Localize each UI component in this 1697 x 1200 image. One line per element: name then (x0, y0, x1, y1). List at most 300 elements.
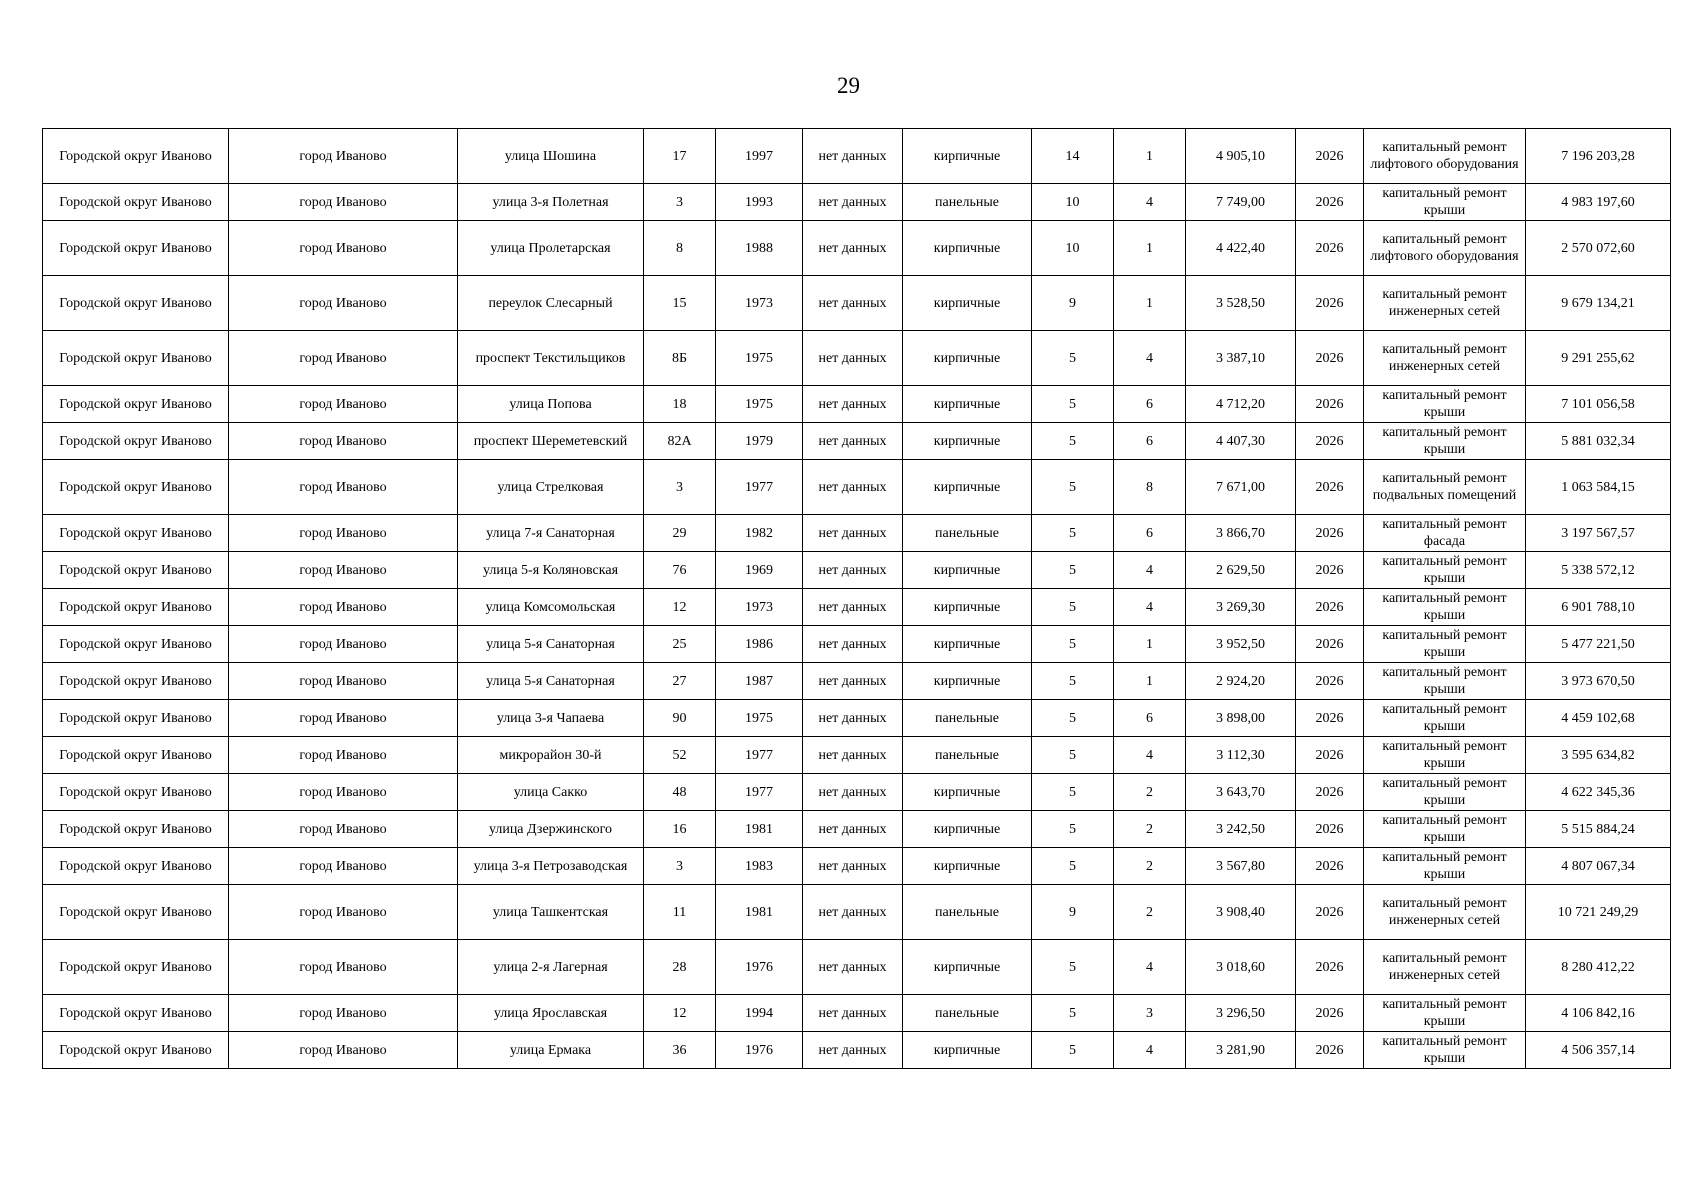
floors-cell: 10 (1032, 221, 1114, 276)
table-row (43, 811, 1671, 848)
entrances-cell: 2 (1114, 848, 1186, 885)
year-cell: 1997 (716, 129, 803, 184)
table-row (43, 589, 1671, 626)
table-row (43, 460, 1671, 515)
plan-year-cell: 2026 (1296, 589, 1364, 626)
extra-cell: нет данных (803, 460, 903, 515)
street-cell: улица Сакко (458, 774, 644, 811)
cost-cell: 2 570 072,60 (1526, 221, 1671, 276)
street-cell: улица Ермака (458, 1032, 644, 1069)
plan-year-cell: 2026 (1296, 552, 1364, 589)
wall-material-cell: кирпичные (903, 386, 1032, 423)
year-cell: 1976 (716, 940, 803, 995)
entrances-cell: 3 (1114, 995, 1186, 1032)
plan-year-cell: 2026 (1296, 940, 1364, 995)
year-cell: 1973 (716, 589, 803, 626)
area-cell: 4 407,30 (1186, 423, 1296, 460)
work-type-cell: капитальный ремонт крыши (1364, 552, 1526, 589)
work-type-cell: капитальный ремонт крыши (1364, 1032, 1526, 1069)
wall-material-cell: панельные (903, 700, 1032, 737)
plan-year-cell: 2026 (1296, 460, 1364, 515)
plan-year-cell: 2026 (1296, 276, 1364, 331)
wall-material-cell: кирпичные (903, 1032, 1032, 1069)
plan-year-cell: 2026 (1296, 423, 1364, 460)
cost-cell: 6 901 788,10 (1526, 589, 1671, 626)
wall-material-cell: кирпичные (903, 331, 1032, 386)
plan-year-cell: 2026 (1296, 331, 1364, 386)
table-row (43, 331, 1671, 386)
cost-cell: 7 101 056,58 (1526, 386, 1671, 423)
plan-year-cell: 2026 (1296, 515, 1364, 552)
street-cell: улица 3-я Чапаева (458, 700, 644, 737)
extra-cell: нет данных (803, 663, 903, 700)
extra-cell: нет данных (803, 331, 903, 386)
year-cell: 1993 (716, 184, 803, 221)
wall-material-cell: панельные (903, 515, 1032, 552)
city-cell: город Иваново (229, 589, 458, 626)
wall-material-cell: панельные (903, 885, 1032, 940)
work-type-cell: капитальный ремонт крыши (1364, 589, 1526, 626)
house-cell: 27 (644, 663, 716, 700)
street-cell: улица 3-я Полетная (458, 184, 644, 221)
entrances-cell: 4 (1114, 589, 1186, 626)
wall-material-cell: кирпичные (903, 626, 1032, 663)
extra-cell: нет данных (803, 386, 903, 423)
cost-cell: 4 106 842,16 (1526, 995, 1671, 1032)
cost-cell: 3 973 670,50 (1526, 663, 1671, 700)
cost-cell: 3 595 634,82 (1526, 737, 1671, 774)
floors-cell: 5 (1032, 811, 1114, 848)
floors-cell: 14 (1032, 129, 1114, 184)
city-cell: город Иваново (229, 423, 458, 460)
city-cell: город Иваново (229, 276, 458, 331)
city-cell: город Иваново (229, 737, 458, 774)
table-row (43, 940, 1671, 995)
cost-cell: 7 196 203,28 (1526, 129, 1671, 184)
floors-cell: 5 (1032, 626, 1114, 663)
entrances-cell: 1 (1114, 663, 1186, 700)
area-cell: 7 749,00 (1186, 184, 1296, 221)
entrances-cell: 6 (1114, 515, 1186, 552)
plan-year-cell: 2026 (1296, 700, 1364, 737)
street-cell: улица Шошина (458, 129, 644, 184)
area-cell: 2 629,50 (1186, 552, 1296, 589)
house-cell: 12 (644, 995, 716, 1032)
district-cell: Городской округ Иваново (43, 276, 229, 331)
wall-material-cell: кирпичные (903, 848, 1032, 885)
work-type-cell: капитальный ремонт крыши (1364, 700, 1526, 737)
street-cell: улица 3-я Петрозаводская (458, 848, 644, 885)
house-cell: 25 (644, 626, 716, 663)
plan-year-cell: 2026 (1296, 663, 1364, 700)
floors-cell: 5 (1032, 589, 1114, 626)
table-row (43, 737, 1671, 774)
floors-cell: 5 (1032, 737, 1114, 774)
district-cell: Городской округ Иваново (43, 848, 229, 885)
entrances-cell: 4 (1114, 737, 1186, 774)
street-cell: улица 2-я Лагерная (458, 940, 644, 995)
plan-year-cell: 2026 (1296, 737, 1364, 774)
district-cell: Городской округ Иваново (43, 700, 229, 737)
entrances-cell: 4 (1114, 1032, 1186, 1069)
work-type-cell: капитальный ремонт крыши (1364, 626, 1526, 663)
cost-cell: 4 983 197,60 (1526, 184, 1671, 221)
wall-material-cell: кирпичные (903, 129, 1032, 184)
floors-cell: 5 (1032, 515, 1114, 552)
extra-cell: нет данных (803, 423, 903, 460)
district-cell: Городской округ Иваново (43, 885, 229, 940)
table-row (43, 515, 1671, 552)
work-type-cell: капитальный ремонт инженерных сетей (1364, 331, 1526, 386)
city-cell: город Иваново (229, 995, 458, 1032)
district-cell: Городской округ Иваново (43, 129, 229, 184)
entrances-cell: 4 (1114, 552, 1186, 589)
cost-cell: 4 622 345,36 (1526, 774, 1671, 811)
floors-cell: 5 (1032, 331, 1114, 386)
house-cell: 3 (644, 848, 716, 885)
wall-material-cell: кирпичные (903, 811, 1032, 848)
year-cell: 1982 (716, 515, 803, 552)
year-cell: 1994 (716, 995, 803, 1032)
work-type-cell: капитальный ремонт крыши (1364, 848, 1526, 885)
extra-cell: нет данных (803, 995, 903, 1032)
floors-cell: 5 (1032, 552, 1114, 589)
street-cell: улица 5-я Коляновская (458, 552, 644, 589)
cost-cell: 3 197 567,57 (1526, 515, 1671, 552)
floors-cell: 5 (1032, 848, 1114, 885)
house-cell: 76 (644, 552, 716, 589)
area-cell: 3 269,30 (1186, 589, 1296, 626)
year-cell: 1977 (716, 460, 803, 515)
district-cell: Городской округ Иваново (43, 940, 229, 995)
district-cell: Городской округ Иваново (43, 1032, 229, 1069)
house-cell: 15 (644, 276, 716, 331)
house-cell: 8 (644, 221, 716, 276)
city-cell: город Иваново (229, 811, 458, 848)
work-type-cell: капитальный ремонт крыши (1364, 995, 1526, 1032)
house-cell: 90 (644, 700, 716, 737)
cost-cell: 9 291 255,62 (1526, 331, 1671, 386)
district-cell: Городской округ Иваново (43, 995, 229, 1032)
extra-cell: нет данных (803, 940, 903, 995)
table-row (43, 885, 1671, 940)
cost-cell: 4 506 357,14 (1526, 1032, 1671, 1069)
entrances-cell: 4 (1114, 940, 1186, 995)
year-cell: 1988 (716, 221, 803, 276)
year-cell: 1981 (716, 885, 803, 940)
year-cell: 1973 (716, 276, 803, 331)
year-cell: 1983 (716, 848, 803, 885)
entrances-cell: 1 (1114, 276, 1186, 331)
housing-repair-table (42, 128, 1671, 1069)
plan-year-cell: 2026 (1296, 774, 1364, 811)
wall-material-cell: кирпичные (903, 221, 1032, 276)
floors-cell: 5 (1032, 700, 1114, 737)
floors-cell: 5 (1032, 460, 1114, 515)
city-cell: город Иваново (229, 129, 458, 184)
extra-cell: нет данных (803, 129, 903, 184)
floors-cell: 5 (1032, 940, 1114, 995)
table-row (43, 276, 1671, 331)
year-cell: 1981 (716, 811, 803, 848)
district-cell: Городской округ Иваново (43, 589, 229, 626)
house-cell: 16 (644, 811, 716, 848)
table-row (43, 184, 1671, 221)
year-cell: 1976 (716, 1032, 803, 1069)
table-row (43, 423, 1671, 460)
area-cell: 3 567,80 (1186, 848, 1296, 885)
year-cell: 1977 (716, 774, 803, 811)
city-cell: город Иваново (229, 460, 458, 515)
extra-cell: нет данных (803, 1032, 903, 1069)
city-cell: город Иваново (229, 221, 458, 276)
district-cell: Городской округ Иваново (43, 774, 229, 811)
wall-material-cell: кирпичные (903, 460, 1032, 515)
entrances-cell: 2 (1114, 774, 1186, 811)
entrances-cell: 4 (1114, 331, 1186, 386)
table-row (43, 129, 1671, 184)
table-row (43, 626, 1671, 663)
table-row (43, 552, 1671, 589)
city-cell: город Иваново (229, 1032, 458, 1069)
work-type-cell: капитальный ремонт крыши (1364, 386, 1526, 423)
extra-cell: нет данных (803, 811, 903, 848)
area-cell: 3 112,30 (1186, 737, 1296, 774)
area-cell: 3 387,10 (1186, 331, 1296, 386)
city-cell: город Иваново (229, 848, 458, 885)
floors-cell: 9 (1032, 885, 1114, 940)
entrances-cell: 1 (1114, 129, 1186, 184)
work-type-cell: капитальный ремонт крыши (1364, 811, 1526, 848)
area-cell: 3 908,40 (1186, 885, 1296, 940)
plan-year-cell: 2026 (1296, 129, 1364, 184)
house-cell: 18 (644, 386, 716, 423)
year-cell: 1975 (716, 331, 803, 386)
cost-cell: 5 515 884,24 (1526, 811, 1671, 848)
cost-cell: 5 338 572,12 (1526, 552, 1671, 589)
extra-cell: нет данных (803, 276, 903, 331)
plan-year-cell: 2026 (1296, 848, 1364, 885)
city-cell: город Иваново (229, 626, 458, 663)
wall-material-cell: панельные (903, 737, 1032, 774)
street-cell: проспект Текстильщиков (458, 331, 644, 386)
year-cell: 1977 (716, 737, 803, 774)
table-row (43, 221, 1671, 276)
district-cell: Городской округ Иваново (43, 331, 229, 386)
table-row (43, 386, 1671, 423)
district-cell: Городской округ Иваново (43, 737, 229, 774)
page-number: 29 (837, 73, 860, 98)
wall-material-cell: кирпичные (903, 552, 1032, 589)
work-type-cell: капитальный ремонт инженерных сетей (1364, 276, 1526, 331)
entrances-cell: 4 (1114, 184, 1186, 221)
district-cell: Городской округ Иваново (43, 811, 229, 848)
floors-cell: 5 (1032, 995, 1114, 1032)
street-cell: улица Дзержинского (458, 811, 644, 848)
floors-cell: 10 (1032, 184, 1114, 221)
street-cell: улица Стрелковая (458, 460, 644, 515)
house-cell: 3 (644, 460, 716, 515)
house-cell: 52 (644, 737, 716, 774)
work-type-cell: капитальный ремонт инженерных сетей (1364, 940, 1526, 995)
district-cell: Городской округ Иваново (43, 626, 229, 663)
street-cell: улица Попова (458, 386, 644, 423)
year-cell: 1987 (716, 663, 803, 700)
city-cell: город Иваново (229, 663, 458, 700)
plan-year-cell: 2026 (1296, 995, 1364, 1032)
plan-year-cell: 2026 (1296, 1032, 1364, 1069)
area-cell: 4 422,40 (1186, 221, 1296, 276)
street-cell: улица 5-я Санаторная (458, 626, 644, 663)
district-cell: Городской округ Иваново (43, 423, 229, 460)
city-cell: город Иваново (229, 940, 458, 995)
house-cell: 28 (644, 940, 716, 995)
extra-cell: нет данных (803, 700, 903, 737)
area-cell: 3 898,00 (1186, 700, 1296, 737)
wall-material-cell: кирпичные (903, 276, 1032, 331)
extra-cell: нет данных (803, 774, 903, 811)
area-cell: 3 528,50 (1186, 276, 1296, 331)
house-cell: 36 (644, 1032, 716, 1069)
area-cell: 3 866,70 (1186, 515, 1296, 552)
street-cell: улица 7-я Санаторная (458, 515, 644, 552)
entrances-cell: 2 (1114, 811, 1186, 848)
wall-material-cell: панельные (903, 995, 1032, 1032)
house-cell: 11 (644, 885, 716, 940)
plan-year-cell: 2026 (1296, 221, 1364, 276)
cost-cell: 5 881 032,34 (1526, 423, 1671, 460)
house-cell: 48 (644, 774, 716, 811)
entrances-cell: 1 (1114, 221, 1186, 276)
area-cell: 4 905,10 (1186, 129, 1296, 184)
area-cell: 3 952,50 (1186, 626, 1296, 663)
extra-cell: нет данных (803, 515, 903, 552)
city-cell: город Иваново (229, 515, 458, 552)
city-cell: город Иваново (229, 700, 458, 737)
district-cell: Городской округ Иваново (43, 663, 229, 700)
wall-material-cell: панельные (903, 184, 1032, 221)
entrances-cell: 1 (1114, 626, 1186, 663)
work-type-cell: капитальный ремонт крыши (1364, 774, 1526, 811)
floors-cell: 5 (1032, 663, 1114, 700)
entrances-cell: 8 (1114, 460, 1186, 515)
city-cell: город Иваново (229, 184, 458, 221)
year-cell: 1979 (716, 423, 803, 460)
city-cell: город Иваново (229, 774, 458, 811)
floors-cell: 9 (1032, 276, 1114, 331)
city-cell: город Иваново (229, 885, 458, 940)
wall-material-cell: кирпичные (903, 940, 1032, 995)
table-row (43, 1032, 1671, 1069)
house-cell: 17 (644, 129, 716, 184)
table-row (43, 663, 1671, 700)
house-cell: 82А (644, 423, 716, 460)
work-type-cell: капитальный ремонт лифтового оборудования (1364, 221, 1526, 276)
cost-cell: 1 063 584,15 (1526, 460, 1671, 515)
street-cell: проспект Шереметевский (458, 423, 644, 460)
street-cell: улица Ярославская (458, 995, 644, 1032)
area-cell: 7 671,00 (1186, 460, 1296, 515)
district-cell: Городской округ Иваново (43, 221, 229, 276)
plan-year-cell: 2026 (1296, 184, 1364, 221)
work-type-cell: капитальный ремонт инженерных сетей (1364, 885, 1526, 940)
year-cell: 1969 (716, 552, 803, 589)
extra-cell: нет данных (803, 848, 903, 885)
wall-material-cell: кирпичные (903, 589, 1032, 626)
cost-cell: 8 280 412,22 (1526, 940, 1671, 995)
cost-cell: 9 679 134,21 (1526, 276, 1671, 331)
city-cell: город Иваново (229, 552, 458, 589)
plan-year-cell: 2026 (1296, 885, 1364, 940)
street-cell: микрорайон 30-й (458, 737, 644, 774)
street-cell: улица Пролетарская (458, 221, 644, 276)
work-type-cell: капитальный ремонт крыши (1364, 423, 1526, 460)
city-cell: город Иваново (229, 386, 458, 423)
street-cell: улица Комсомольская (458, 589, 644, 626)
table-row (43, 848, 1671, 885)
area-cell: 2 924,20 (1186, 663, 1296, 700)
table-row (43, 995, 1671, 1032)
work-type-cell: капитальный ремонт лифтового оборудования (1364, 129, 1526, 184)
extra-cell: нет данных (803, 589, 903, 626)
entrances-cell: 6 (1114, 700, 1186, 737)
floors-cell: 5 (1032, 1032, 1114, 1069)
year-cell: 1986 (716, 626, 803, 663)
house-cell: 3 (644, 184, 716, 221)
table-body (43, 129, 1671, 1069)
plan-year-cell: 2026 (1296, 386, 1364, 423)
work-type-cell: капитальный ремонт крыши (1364, 737, 1526, 774)
house-cell: 8Б (644, 331, 716, 386)
work-type-cell: капитальный ремонт крыши (1364, 663, 1526, 700)
area-cell: 3 296,50 (1186, 995, 1296, 1032)
plan-year-cell: 2026 (1296, 811, 1364, 848)
extra-cell: нет данных (803, 737, 903, 774)
street-cell: улица 5-я Санаторная (458, 663, 644, 700)
district-cell: Городской округ Иваново (43, 515, 229, 552)
wall-material-cell: кирпичные (903, 423, 1032, 460)
district-cell: Городской округ Иваново (43, 184, 229, 221)
cost-cell: 4 459 102,68 (1526, 700, 1671, 737)
year-cell: 1975 (716, 700, 803, 737)
house-cell: 12 (644, 589, 716, 626)
entrances-cell: 6 (1114, 423, 1186, 460)
work-type-cell: капитальный ремонт подвальных помещений (1364, 460, 1526, 515)
area-cell: 4 712,20 (1186, 386, 1296, 423)
extra-cell: нет данных (803, 626, 903, 663)
wall-material-cell: кирпичные (903, 663, 1032, 700)
street-cell: переулок Слесарный (458, 276, 644, 331)
area-cell: 3 242,50 (1186, 811, 1296, 848)
street-cell: улица Ташкентская (458, 885, 644, 940)
cost-cell: 4 807 067,34 (1526, 848, 1671, 885)
floors-cell: 5 (1032, 774, 1114, 811)
work-type-cell: капитальный ремонт крыши (1364, 184, 1526, 221)
floors-cell: 5 (1032, 386, 1114, 423)
district-cell: Городской округ Иваново (43, 460, 229, 515)
work-type-cell: капитальный ремонт фасада (1364, 515, 1526, 552)
cost-cell: 10 721 249,29 (1526, 885, 1671, 940)
floors-cell: 5 (1032, 423, 1114, 460)
area-cell: 3 281,90 (1186, 1032, 1296, 1069)
plan-year-cell: 2026 (1296, 626, 1364, 663)
extra-cell: нет данных (803, 184, 903, 221)
entrances-cell: 2 (1114, 885, 1186, 940)
extra-cell: нет данных (803, 885, 903, 940)
table-row (43, 774, 1671, 811)
area-cell: 3 643,70 (1186, 774, 1296, 811)
wall-material-cell: кирпичные (903, 774, 1032, 811)
